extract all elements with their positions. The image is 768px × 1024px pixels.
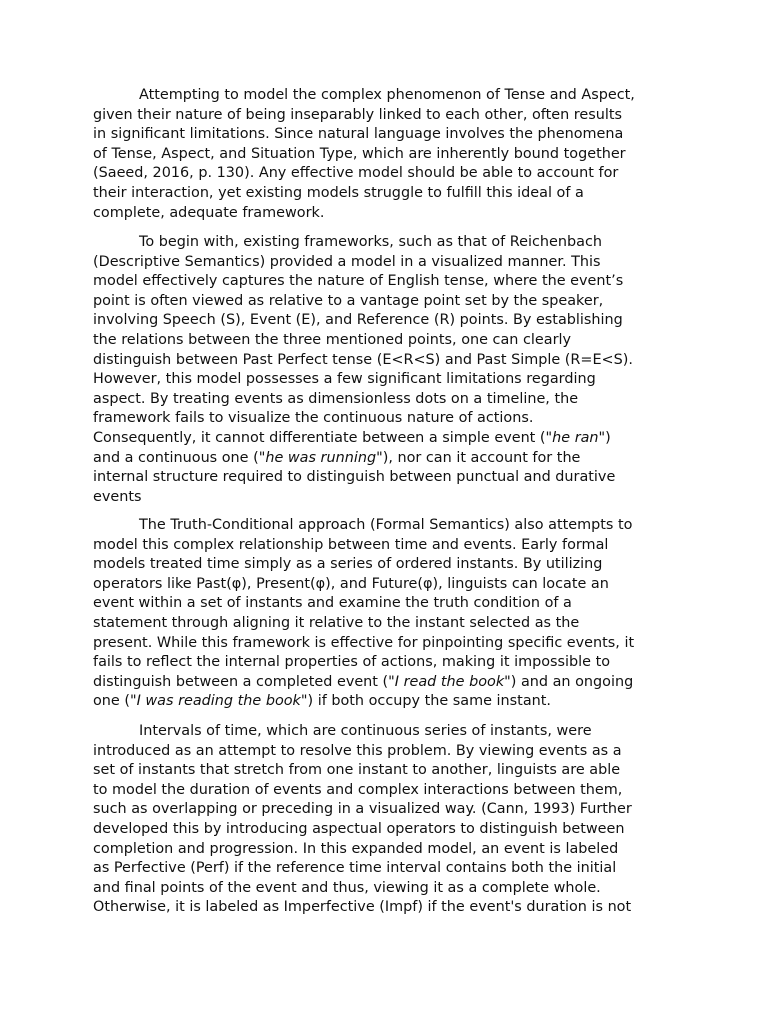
text-segment: ") if both occupy the same instant. (300, 693, 551, 710)
text-line (93, 761, 693, 781)
text-segment: set of instants that stretch from one instant to another, linguists are able (93, 762, 621, 779)
text-line (93, 253, 693, 273)
text-line (93, 488, 693, 508)
text-segment: ") and an ongoing (504, 673, 634, 690)
text-segment: in significant limitations. Since natural language involves the phenomena (93, 126, 624, 143)
text-segment: their interaction, yet existing models struggle to fulfill this ideal of a (93, 184, 584, 201)
text-line (93, 331, 693, 351)
text-line (93, 164, 693, 184)
text-segment: and a continuous one (" (93, 449, 266, 466)
text-line (93, 840, 693, 860)
text-line (93, 594, 693, 614)
text-segment: aspect. By treating events as dimensionless dots on a timeline, the (93, 390, 579, 407)
text-segment: of Tense, Aspect, and Situation Type, which are inherently bound together (93, 145, 626, 162)
text-segment: However, this model possesses a few significant limitations regarding (93, 371, 596, 388)
text-line (93, 429, 693, 449)
text-segment: as Perfective (Perf) if the reference time interval contains both the initial (93, 860, 617, 877)
text-segment: distinguish between a completed event (" (93, 673, 395, 690)
text-segment: Otherwise, it is labeled as Imperfective (Impf) if the event's duration is not (93, 899, 632, 916)
text-line (93, 898, 693, 918)
text-line (93, 370, 693, 390)
italic-example: he was running (265, 449, 377, 466)
text-segment: distinguish between Past Perfect tense (E<R<S) and Past Simple (R=E<S). (93, 351, 633, 368)
text-line (93, 800, 693, 820)
text-line (93, 311, 693, 331)
paragraph-4 (93, 722, 693, 918)
text-segment: event within a set of instants and examine the truth condition of a (93, 595, 572, 612)
text-line (93, 272, 693, 292)
text-line (93, 859, 693, 879)
paragraph-3 (93, 516, 693, 712)
text-line (93, 516, 693, 536)
text-segment: To begin with, existing frameworks, such as that of Reichenbach (139, 234, 602, 250)
text-line (93, 106, 693, 126)
text-segment: fails to reflect the internal properties of actions, making it impossible to (93, 654, 611, 671)
text-segment: model this complex relationship between time and events. Early formal (93, 536, 609, 553)
text-line (93, 722, 693, 742)
text-line (93, 781, 693, 801)
text-segment: (Saeed, 2016, p. 130). Any effective model should be able to account for (93, 165, 619, 182)
text-segment: ") (598, 429, 611, 446)
text-segment: such as overlapping or preceding in a visualized way. (Cann, 1993) Further (93, 801, 632, 818)
text-segment: The Truth-Conditional approach (Formal Semantics) also attempts to (139, 517, 633, 533)
text-line (93, 184, 693, 204)
italic-example: I read the book (394, 673, 505, 690)
text-line (93, 86, 693, 106)
text-line (93, 879, 693, 899)
text-line (93, 653, 693, 673)
text-line (93, 390, 693, 410)
text-line (93, 614, 693, 634)
text-segment: point is often viewed as relative to a vantage point set by the speaker, (93, 292, 604, 309)
text-line (93, 575, 693, 595)
text-line (93, 468, 693, 488)
paragraph-1 (93, 86, 693, 223)
text-line (93, 555, 693, 575)
text-line (93, 742, 693, 762)
text-segment: completion and progression. In this expanded model, an event is labeled (93, 840, 619, 857)
text-segment: events (93, 488, 142, 505)
text-line (93, 673, 693, 693)
text-line (93, 634, 693, 654)
text-line (93, 692, 693, 712)
text-segment: Consequently, it cannot differentiate between a simple event (" (93, 429, 553, 446)
text-segment: introduced as an attempt to resolve this problem. By viewing events as a (93, 742, 622, 759)
text-segment: involving Speech (S), Event (E), and Reference (R) points. By establishing (93, 312, 623, 329)
text-line (93, 204, 693, 224)
text-segment: developed this by introducing aspectual operators to distinguish between (93, 820, 625, 837)
text-line (93, 409, 693, 429)
text-segment: statement through aligning it relative to the instant selected as the (93, 614, 580, 631)
text-segment: Attempting to model the complex phenomenon of Tense and Aspect, (139, 87, 635, 103)
italic-example: I was reading the book (136, 693, 301, 710)
text-segment: internal structure required to distinguish between punctual and durative (93, 469, 616, 486)
text-segment: present. While this framework is effective for pinpointing specific events, it (93, 634, 635, 651)
text-line (93, 292, 693, 312)
text-segment: (Descriptive Semantics) provided a model in a visualized manner. This (93, 253, 601, 270)
text-line (93, 536, 693, 556)
text-segment: the relations between the three mentioned points, one can clearly (93, 331, 571, 348)
italic-example: he ran (552, 429, 599, 446)
text-segment: Intervals of time, which are continuous series of instants, were (139, 723, 592, 739)
text-segment: model effectively captures the nature of English tense, where the event’s (93, 273, 624, 290)
text-line (93, 233, 693, 253)
text-segment: "), nor can it account for the (376, 449, 581, 466)
text-segment: complete, adequate framework. (93, 204, 325, 221)
text-segment: and final points of the event and thus, viewing it as a complete whole. (93, 879, 601, 896)
paragraph-2 (93, 233, 693, 507)
text-line (93, 820, 693, 840)
text-line (93, 125, 693, 145)
text-segment: to model the duration of events and complex interactions between them, (93, 781, 623, 798)
text-segment: given their nature of being inseparably linked to each other, often results (93, 106, 622, 123)
text-segment: models treated time simply as a series of ordered instants. By utilizing (93, 556, 603, 573)
text-segment: framework fails to visualize the continuous nature of actions. (93, 410, 534, 427)
text-segment: operators like Past(φ), Present(φ), and Future(φ), linguists can locate an (93, 575, 609, 592)
text-segment: one (" (93, 693, 137, 710)
text-line (93, 145, 693, 165)
text-line (93, 351, 693, 371)
text-line (93, 449, 693, 469)
